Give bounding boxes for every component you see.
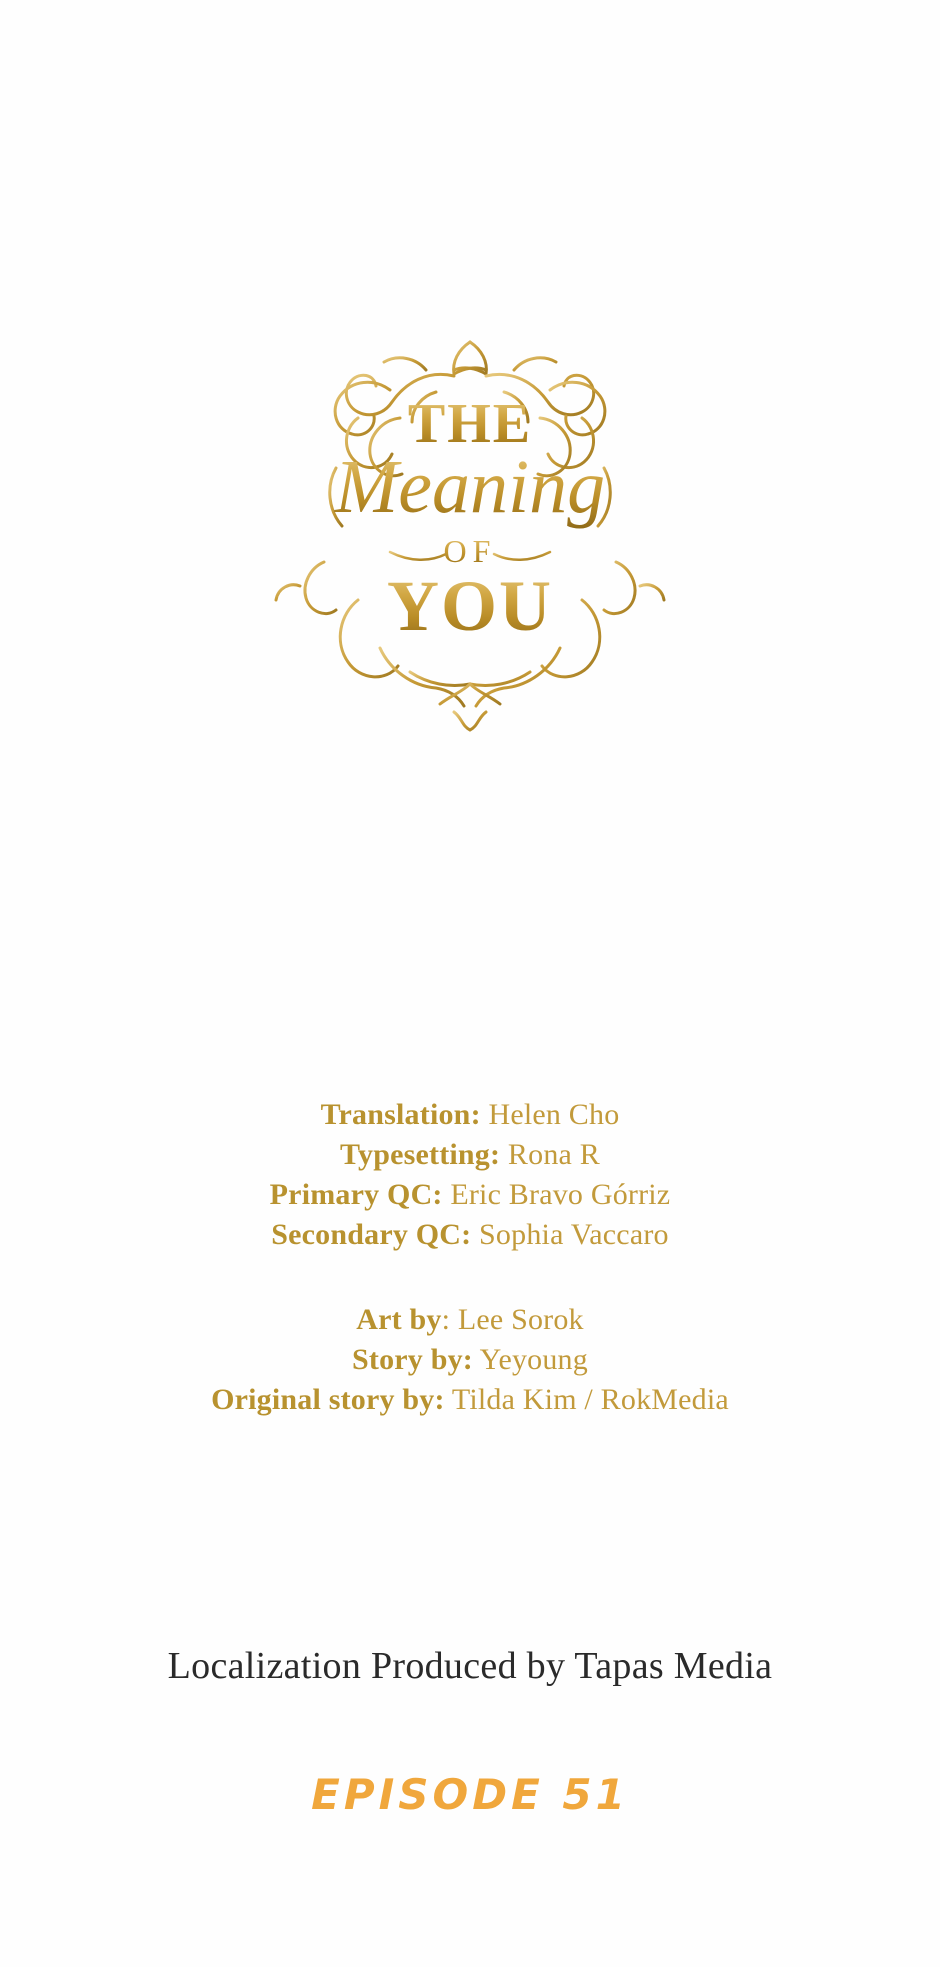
credit-name: Helen Cho <box>488 1098 620 1131</box>
credit-role: Primary QC: <box>269 1178 443 1211</box>
title-logo <box>0 290 940 750</box>
credit-row <box>0 1095 940 1135</box>
credit-separator: : <box>441 1303 458 1336</box>
credit-role: Art by <box>356 1303 442 1336</box>
credit-role: Typesetting: <box>340 1138 501 1171</box>
credit-role: Secondary QC: <box>271 1218 472 1251</box>
credit-name: Tilda Kim / RokMedia <box>451 1383 729 1416</box>
credit-row <box>0 1135 940 1175</box>
credit-role: Original story by: <box>211 1383 445 1416</box>
title-line-meaning: Meaning <box>334 445 606 529</box>
credit-name: Eric Bravo Górriz <box>450 1178 671 1211</box>
credit-row <box>0 1215 940 1255</box>
title-logo-artwork <box>240 300 700 740</box>
title-line-the: THE <box>407 393 533 455</box>
credit-name: Rona R <box>507 1138 600 1171</box>
localization-line: Localization Produced by Tapas Media <box>167 1645 773 1687</box>
credit-row <box>0 1175 940 1215</box>
creator-credits <box>0 1300 940 1420</box>
credit-separator <box>473 1343 480 1376</box>
credit-row <box>0 1300 940 1340</box>
staff-credits <box>0 1095 940 1255</box>
credit-role: Translation: <box>320 1098 481 1131</box>
title-line-you: YOU <box>387 566 553 646</box>
credit-name: Sophia Vaccaro <box>479 1218 669 1251</box>
credit-row <box>0 1380 940 1420</box>
credit-separator <box>445 1383 452 1416</box>
title-line-of: OF <box>443 533 497 569</box>
credit-name: Lee Sorok <box>457 1303 584 1336</box>
credit-name: Yeyoung <box>479 1343 588 1376</box>
credit-row <box>0 1340 940 1380</box>
credit-role: Story by: <box>352 1343 473 1376</box>
episode-label: EPISODE 51 <box>311 1770 629 1819</box>
